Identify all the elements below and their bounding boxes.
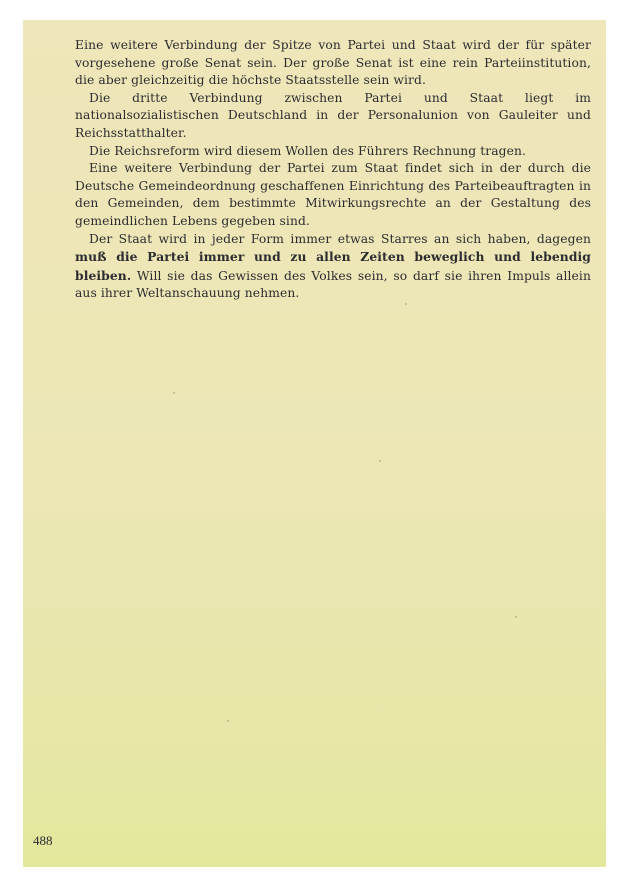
paragraph-municipal-code: Eine weitere Verbindung der Partei zum Staat findet sich in der durch die Deutsche Gemeindeordnung geschaffenen Einrichtung des Parteibeauftragten in den Gemeinden, dem bestimmte Mitwirkungsrechte an der Gestaltung des gemeindlichen Lebens gegeben sind.	[75, 161, 591, 228]
paper-speck	[227, 720, 229, 722]
paper-speck	[173, 392, 175, 394]
emphasized-text: muß die Partei immer und zu allen Zeiten beweglich und lebendig bleiben.	[75, 249, 591, 283]
paragraph-text-after-emphasis: Will sie das Gewissen des Volkes sein, so darf sie ihren Impuls allein aus ihrer Weltanschauung nehmen.	[75, 268, 591, 301]
paper-speck	[379, 460, 381, 462]
page-body-text	[75, 37, 591, 303]
paper-speck	[515, 616, 517, 618]
book-page	[23, 20, 606, 867]
paragraph-party-movement	[75, 231, 591, 303]
paper-speck	[405, 303, 407, 305]
paragraph-reich-reform: Die Reichsreform wird diesem Wollen des Führers Rechnung tragen.	[89, 143, 527, 158]
paragraph-text-before-emphasis: Der Staat wird in jeder Form immer etwas Starres an sich haben, dagegen	[89, 231, 591, 246]
paragraph-personal-union: Die dritte Verbindung zwischen Partei und Staat liegt im nationalsozialistischen Deutschland in der Personalunion von Gauleiter und Reichsstatthalter.	[75, 90, 591, 140]
paragraph-senate: Eine weitere Verbindung der Spitze von Partei und Staat wird der für später vorgesehene große Senat sein. Der große Senat ist eine rein Parteiinstitution, die aber gleichzeitig die höchste Staatsstelle sein wird.	[75, 38, 591, 88]
page-number: 488	[33, 833, 53, 848]
